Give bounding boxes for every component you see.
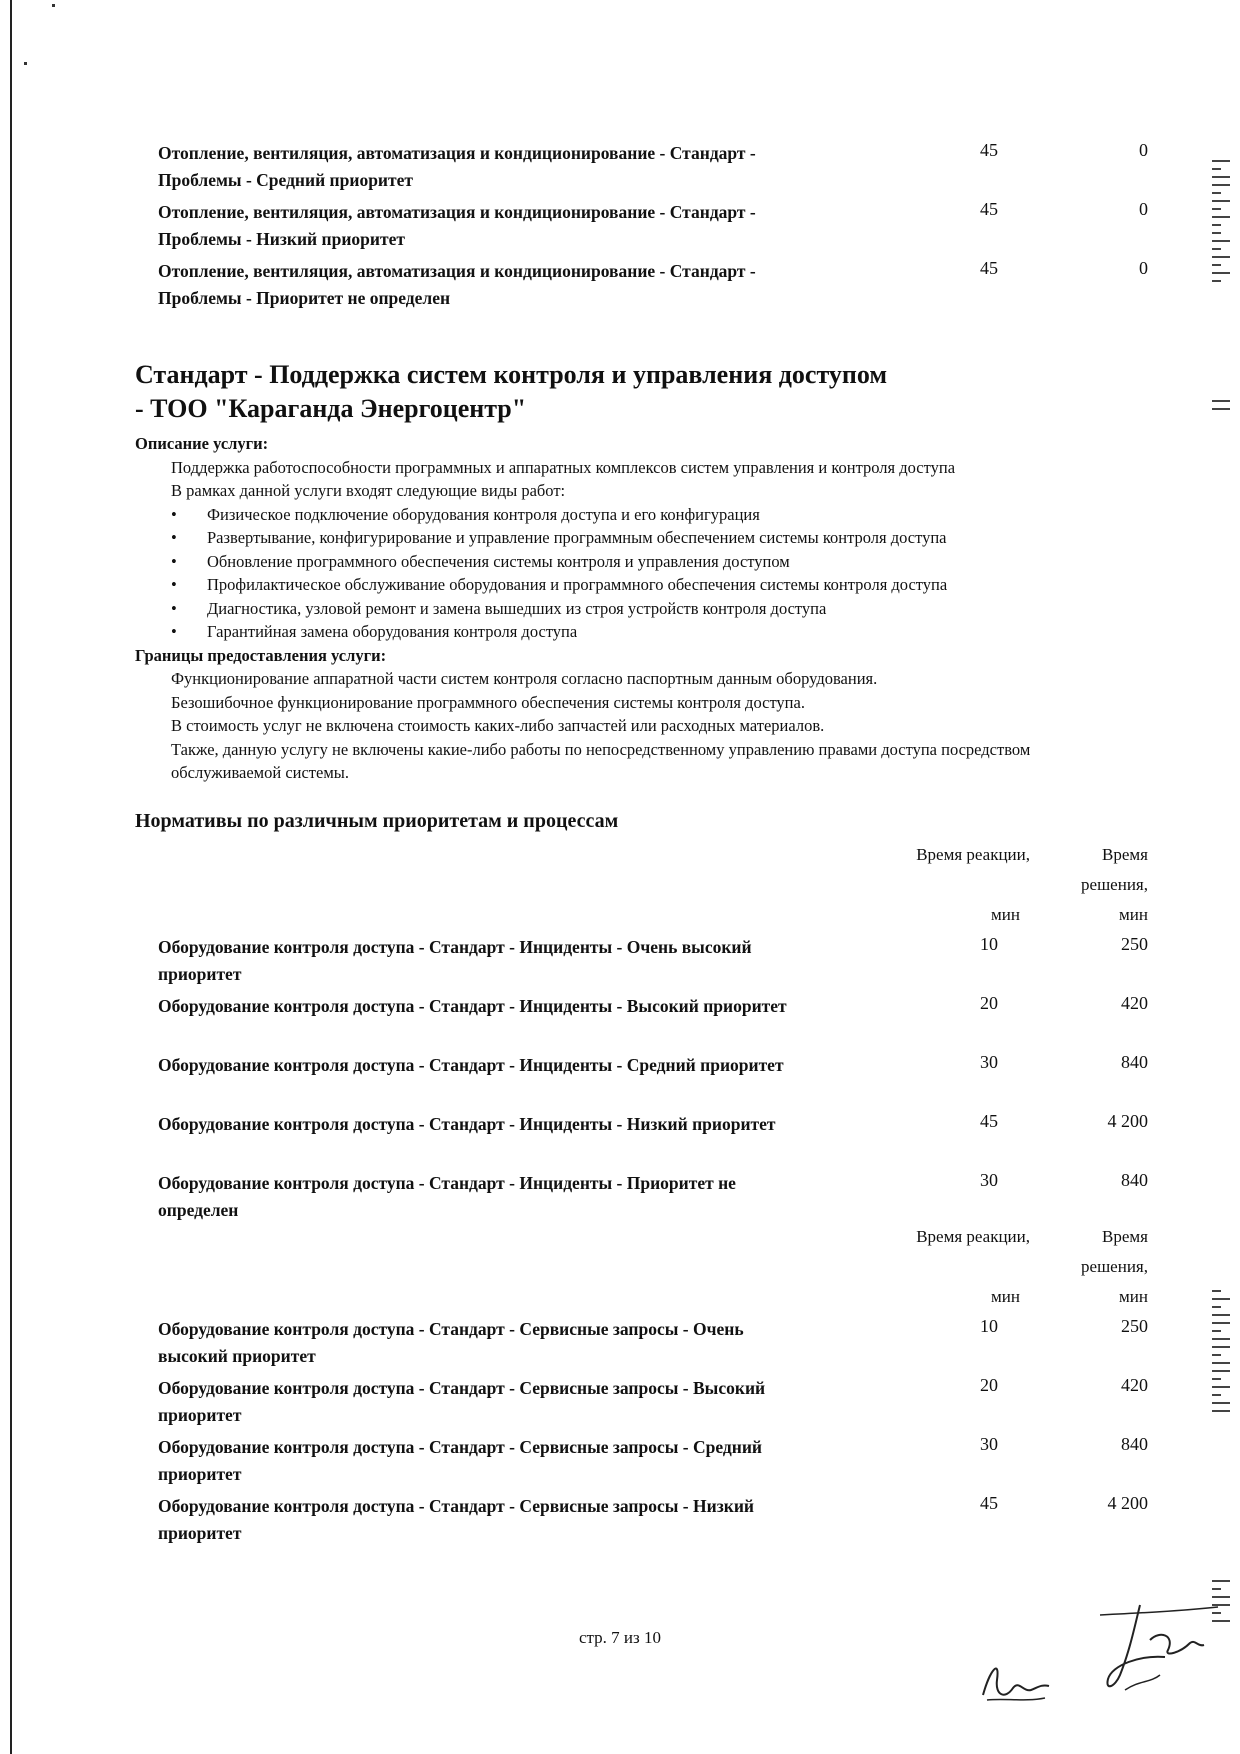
row-label: Оборудование контроля доступа - Стандарт - Инциденты - Средний приоритет (158, 1055, 784, 1075)
row-label: Оборудование контроля доступа - Стандарт - Сервисные запросы - Высокий приоритет (158, 1378, 766, 1425)
reaction-time: 30 (980, 1170, 998, 1190)
table-row (158, 934, 1148, 988)
reaction-column-header: Время реакции, мин (916, 1227, 1030, 1306)
table-row (158, 993, 1148, 1020)
reaction-time: 10 (980, 934, 998, 954)
resolution-column-header: Время решения, мин (1081, 1227, 1148, 1306)
resolution-time: 250 (1121, 934, 1148, 954)
norms-title: Нормативы по различным приоритетам и процессам (135, 810, 619, 832)
row-label: Оборудование контроля доступа - Стандарт - Сервисные запросы - Очень высокий приоритет (158, 1319, 744, 1366)
list-item: • Диагностика, узловой ремонт и замена вышедших из строя устройств контроля доступа (171, 597, 1155, 621)
scan-edge-marks (1212, 400, 1230, 416)
resolution-time: 0 (1139, 140, 1148, 160)
page-number: стр. 7 из 10 (579, 1628, 661, 1647)
work-types-list (135, 503, 1155, 644)
row-label: Отопление, вентиляция, автоматизация и кондиционирование - Стандарт - Проблемы - Низкий приоритет (158, 202, 756, 249)
row-label: Оборудование контроля доступа - Стандарт - Инциденты - Приоритет не определен (158, 1173, 736, 1220)
list-item: • Профилактическое обслуживание оборудования и программного обеспечения системы контроля доступа (171, 573, 1155, 597)
service-description (135, 432, 1155, 785)
boundaries-heading: Границы предоставления услуги: (135, 645, 387, 665)
resolution-time: 840 (1121, 1052, 1148, 1072)
reaction-time: 45 (980, 199, 998, 219)
scan-mark (52, 4, 55, 7)
signature-right-icon (1080, 1595, 1220, 1705)
table-row (158, 258, 1148, 312)
description-heading: Описание услуги: (135, 434, 269, 453)
row-label: Отопление, вентиляция, автоматизация и кондиционирование - Стандарт - Проблемы - Приоритет не определен (158, 261, 756, 308)
resolution-time: 840 (1121, 1434, 1148, 1454)
reaction-time: 45 (980, 1493, 998, 1513)
reaction-time: 20 (980, 1375, 998, 1395)
resolution-time: 840 (1121, 1170, 1148, 1190)
scan-edge-marks (1212, 160, 1230, 288)
list-item: • Развертывание, конфигурирование и управление программным обеспечением системы контроля доступа (171, 526, 1155, 550)
table-row (158, 1375, 1148, 1429)
resolution-time: 420 (1121, 993, 1148, 1013)
description-line: В рамках данной услуги входят следующие виды работ: (171, 481, 566, 500)
reaction-time: 45 (980, 1111, 998, 1131)
boundary-line: Функционирование аппаратной части систем контроля согласно паспортным данным оборудования. (171, 669, 878, 688)
reaction-column-header: Время реакции, мин (916, 845, 1030, 924)
boundary-line: В стоимость услуг не включена стоимость каких-либо запчастей или расходных материалов. (171, 716, 825, 735)
resolution-column-header: Время решения, мин (1081, 845, 1148, 924)
row-label: Оборудование контроля доступа - Стандарт - Инциденты - Очень высокий приоритет (158, 937, 752, 984)
boundary-line: Также, данную услугу не включены какие-либо работы по непосредственному управлению правами доступа посредством обслуживаемой системы. (171, 739, 1031, 782)
section-title: Стандарт - Поддержка систем контроля и управления доступом - ТОО "Караганда Энергоцентр" (135, 360, 888, 423)
resolution-time: 4 200 (1107, 1493, 1148, 1513)
row-label: Оборудование контроля доступа - Стандарт - Инциденты - Высокий приоритет (158, 996, 787, 1016)
table-row (158, 1052, 1148, 1079)
table-row (158, 140, 1148, 194)
row-label: Оборудование контроля доступа - Стандарт - Сервисные запросы - Средний приоритет (158, 1437, 763, 1484)
description-line: Поддержка работоспособности программных и аппаратных комплексов систем управления и контроля доступа (171, 457, 956, 477)
boundary-line: Безошибочное функционирование программного обеспечения системы контроля доступа. (171, 692, 805, 712)
table-row (158, 1493, 1148, 1547)
page-left-border (10, 0, 12, 1754)
table-row (158, 1434, 1148, 1488)
table-row (158, 1316, 1148, 1370)
row-label: Отопление, вентиляция, автоматизация и кондиционирование - Стандарт - Проблемы - Средний приоритет (158, 143, 756, 190)
reaction-time: 30 (980, 1434, 998, 1454)
signature-left-icon (975, 1640, 1055, 1710)
row-label: Оборудование контроля доступа - Стандарт - Инциденты - Низкий приоритет (158, 1114, 776, 1134)
table-row (158, 199, 1148, 253)
table-row (158, 1111, 1148, 1138)
scan-edge-marks (1212, 1290, 1230, 1418)
table-row (158, 1170, 1148, 1224)
resolution-time: 0 (1139, 199, 1148, 219)
resolution-time: 0 (1139, 258, 1148, 278)
reaction-time: 20 (980, 993, 998, 1013)
reaction-time: 30 (980, 1052, 998, 1072)
scan-mark (24, 62, 27, 65)
list-item: • Физическое подключение оборудования контроля доступа и его конфигурация (171, 503, 1155, 527)
list-item: • Гарантийная замена оборудования контроля доступа (171, 620, 1155, 644)
resolution-time: 4 200 (1107, 1111, 1148, 1131)
row-label: Оборудование контроля доступа - Стандарт - Сервисные запросы - Низкий приоритет (158, 1496, 754, 1543)
list-item: • Обновление программного обеспечения системы контроля и управления доступом (171, 550, 1155, 574)
resolution-time: 250 (1121, 1316, 1148, 1336)
reaction-time: 10 (980, 1316, 998, 1336)
reaction-time: 45 (980, 258, 998, 278)
resolution-time: 420 (1121, 1375, 1148, 1395)
reaction-time: 45 (980, 140, 998, 160)
